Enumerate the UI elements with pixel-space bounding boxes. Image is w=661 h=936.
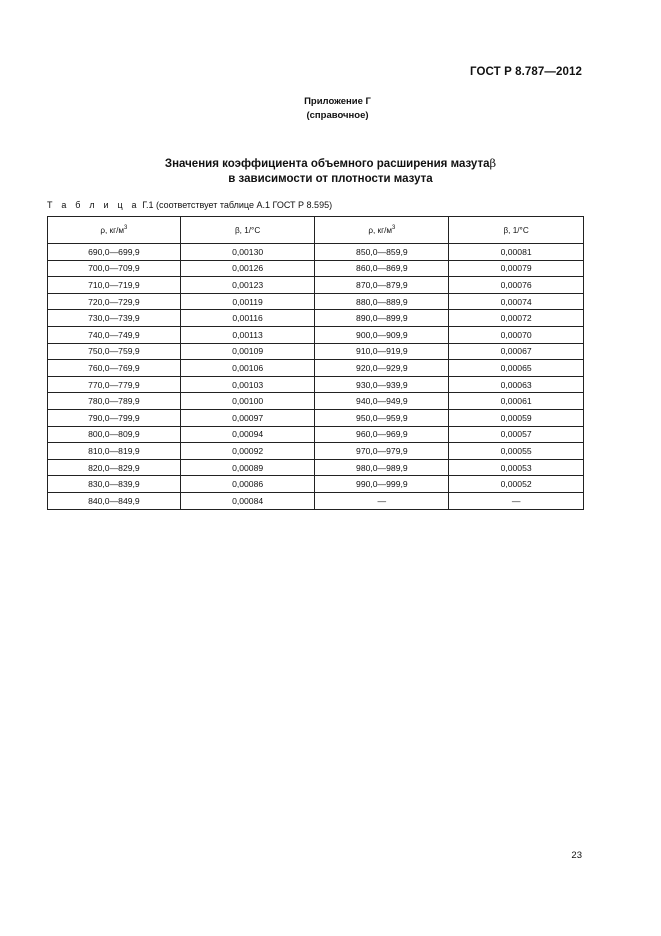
table-cell: 920,0—929,9	[315, 360, 449, 377]
table-row	[48, 260, 584, 277]
header-density-1-text: ρ, кг/м	[100, 226, 125, 235]
table-cell: 730,0—739,9	[48, 310, 181, 327]
table-cell: 0,00123	[180, 277, 315, 294]
header-density-2-exp: 3	[392, 225, 396, 231]
table-cell: 930,0—939,9	[315, 376, 449, 393]
table-cell: 940,0—949,9	[315, 393, 449, 410]
table-cell: 840,0—849,9	[48, 492, 181, 509]
table-cell: —	[315, 492, 449, 509]
table-cell: 0,00065	[449, 360, 584, 377]
page-number: 23	[571, 850, 582, 861]
table-cell: 910,0—919,9	[315, 343, 449, 360]
table-row	[48, 443, 584, 460]
table-caption	[47, 200, 332, 210]
table-cell: 710,0—719,9	[48, 277, 181, 294]
table-row	[48, 293, 584, 310]
table-cell: 0,00070	[449, 326, 584, 343]
header-density-1	[48, 217, 181, 244]
table-cell: 0,00076	[449, 277, 584, 294]
table-cell: 890,0—899,9	[315, 310, 449, 327]
table-cell: 740,0—749,9	[48, 326, 181, 343]
table-row	[48, 376, 584, 393]
table-cell: 0,00055	[449, 443, 584, 460]
table-cell: 790,0—799,9	[48, 409, 181, 426]
table-cell: 0,00061	[449, 393, 584, 410]
table-row	[48, 343, 584, 360]
table-cell: 0,00086	[180, 476, 315, 493]
table-cell: 700,0—709,9	[48, 260, 181, 277]
beta-symbol: β	[489, 156, 497, 170]
header-beta-1	[180, 217, 315, 244]
table-cell: 860,0—869,9	[315, 260, 449, 277]
table-cell: 0,00067	[449, 343, 584, 360]
table-cell: 0,00119	[180, 293, 315, 310]
table-cell: 0,00116	[180, 310, 315, 327]
table-caption-text: Г.1 (соответствует таблице А.1 ГОСТ Р 8.595)	[139, 200, 333, 210]
table-row	[48, 409, 584, 426]
table-cell: 820,0—829,9	[48, 459, 181, 476]
table-cell: 970,0—979,9	[315, 443, 449, 460]
table-row	[48, 393, 584, 410]
table-cell: 0,00053	[449, 459, 584, 476]
table-cell: 990,0—999,9	[315, 476, 449, 493]
table-cell: 0,00057	[449, 426, 584, 443]
density-coefficient-table	[47, 216, 584, 510]
table-cell: 830,0—839,9	[48, 476, 181, 493]
table-caption-prefix: Т а б л и ц а	[47, 200, 140, 210]
table-cell: 0,00052	[449, 476, 584, 493]
header-beta-2	[449, 217, 584, 244]
table-cell: 0,00113	[180, 326, 315, 343]
table-cell: 0,00084	[180, 492, 315, 509]
table-cell: 0,00089	[180, 459, 315, 476]
table-body	[48, 244, 584, 510]
table-cell: 0,00126	[180, 260, 315, 277]
header-density-2	[315, 217, 449, 244]
table-cell: 750,0—759,9	[48, 343, 181, 360]
table-row	[48, 244, 584, 261]
table-cell: 0,00106	[180, 360, 315, 377]
table-cell: 850,0—859,9	[315, 244, 449, 261]
table-cell: 0,00059	[449, 409, 584, 426]
table-cell: 810,0—819,9	[48, 443, 181, 460]
table-cell: 0,00097	[180, 409, 315, 426]
table-cell: 760,0—769,9	[48, 360, 181, 377]
table-cell: 0,00100	[180, 393, 315, 410]
table-row	[48, 326, 584, 343]
table-cell: 950,0—959,9	[315, 409, 449, 426]
header-density-1-exp: 3	[124, 225, 128, 231]
table-row	[48, 459, 584, 476]
table-row	[48, 360, 584, 377]
table-cell: 0,00079	[449, 260, 584, 277]
table-cell: 0,00103	[180, 376, 315, 393]
table-cell: 0,00074	[449, 293, 584, 310]
table-cell: 980,0—989,9	[315, 459, 449, 476]
title-line-1-text: Значения коэффициента объемного расширения мазута	[164, 158, 490, 170]
document-code: ГОСТ Р 8.787—2012	[470, 66, 582, 78]
header-beta-2-text: β, 1/°C	[503, 225, 529, 235]
table-cell: 0,00081	[449, 244, 584, 261]
table-row	[48, 476, 584, 493]
table-cell: 0,00092	[180, 443, 315, 460]
header-density-2-text: ρ, кг/м	[368, 226, 393, 235]
table-row	[48, 277, 584, 294]
title-line-2: в зависимости от плотности мазута	[228, 173, 433, 185]
table-header-row	[48, 217, 584, 244]
table-cell: 720,0—729,9	[48, 293, 181, 310]
appendix-label: Приложение Г	[304, 96, 371, 107]
table-cell: 870,0—879,9	[315, 277, 449, 294]
table-cell: 960,0—969,9	[315, 426, 449, 443]
table-cell: 900,0—909,9	[315, 326, 449, 343]
table-row	[48, 492, 584, 509]
table-cell: 0,00063	[449, 376, 584, 393]
table-cell: 0,00072	[449, 310, 584, 327]
table-cell: 780,0—789,9	[48, 393, 181, 410]
appendix-type: (справочное)	[306, 110, 369, 121]
table-cell: 0,00094	[180, 426, 315, 443]
header-beta-1-text: β, 1/°C	[234, 225, 261, 235]
table-cell: 0,00130	[180, 244, 315, 261]
table-cell: —	[449, 492, 584, 509]
appendix-heading	[0, 95, 661, 123]
table-cell: 770,0—779,9	[48, 376, 181, 393]
table-cell: 880,0—889,9	[315, 293, 449, 310]
title-line-1	[0, 156, 661, 172]
table-cell: 800,0—809,9	[48, 426, 181, 443]
table-row	[48, 426, 584, 443]
table-row	[48, 310, 584, 327]
table-cell: 0,00109	[180, 343, 315, 360]
page-title	[0, 156, 661, 187]
table-cell: 690,0—699,9	[48, 244, 181, 261]
